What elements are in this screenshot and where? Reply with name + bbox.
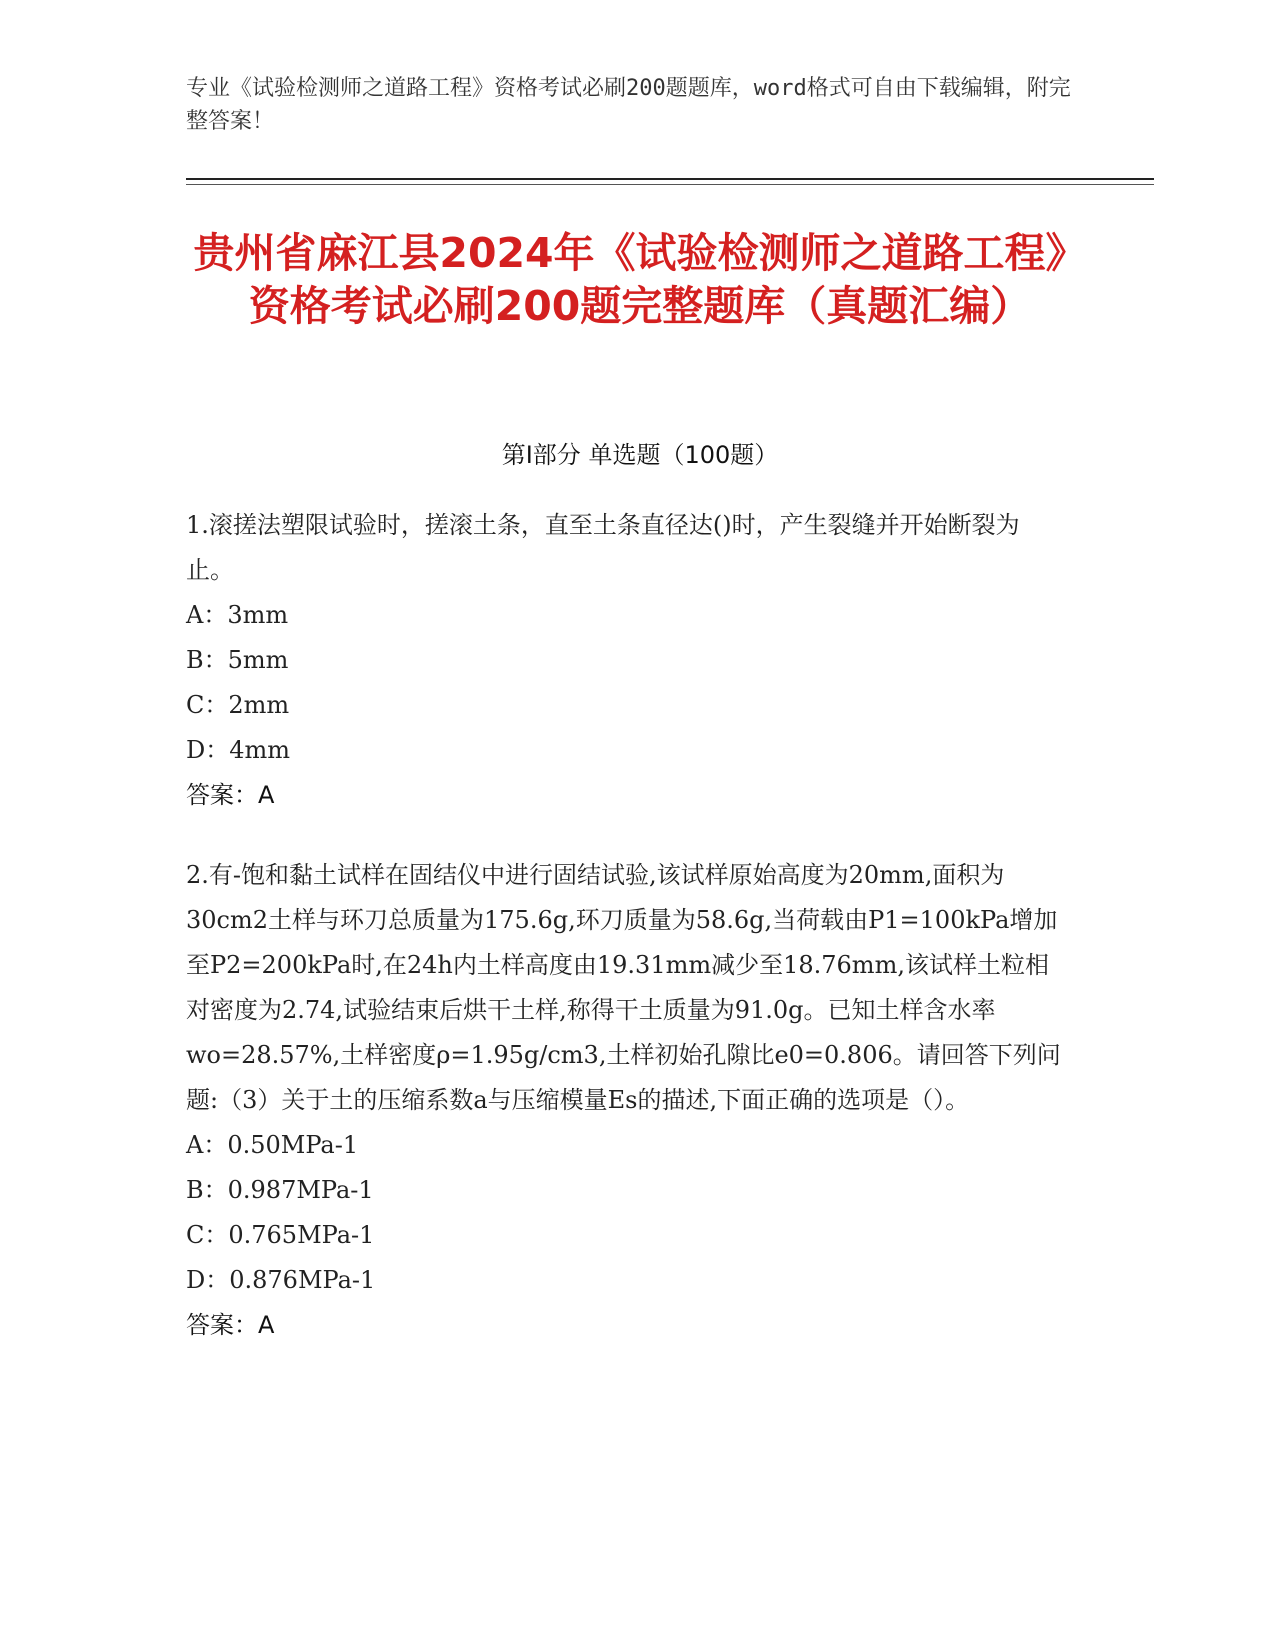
question-stem: 1.滚搓法塑限试验时，搓滚土条，直至土条直径达()时，产生裂缝并开始断裂为止。 [186,511,1020,584]
option-d: D：0.876MPa-1 [186,1266,376,1294]
option-b: B：5mm [186,646,289,674]
option-c: C：0.765MPa-1 [186,1221,375,1249]
question-stem: 2.有-饱和黏土试样在固结仪中进行固结试验,该试样原始高度为20mm,面积为30cm2土样与环刀总质量为175.6g,环刀质量为58.6g,当荷载由P1=100kPa增加至P2=200kPa时,在24h内土样高度由19.31mm减少至18.76mm,该试样土粒相对密度为2.74,试验结束后烘干土样,称得干土质量为91.0g。已知土样含水率wo=28.57%,土样密度ρ=1.95g/cm3,土样初始孔隙比e0=0.806。请回答下列问题:（3）关于土的压缩系数a与压缩模量Es的描述,下面正确的选项是（）。 [186,861,1061,1114]
question-1 [186,503,1066,818]
answer: 答案：A [186,1311,275,1339]
section-title: 第Ⅰ部分 单选题（100题） [501,441,779,469]
option-a: A：3mm [186,601,289,629]
header-divider-thin [186,184,1154,185]
header-note: 专业《试验检测师之道路工程》资格考试必刷200题题库，word格式可自由下载编辑，附完整答案！ [186,76,1071,134]
header-divider-thick [186,178,1154,180]
document-title: 贵州省麻江县2024年《试验检测师之道路工程》资格考试必刷200题完整题库（真题汇编） [193,229,1087,330]
option-b: B：0.987MPa-1 [186,1176,374,1204]
option-d: D：4mm [186,736,291,764]
answer: 答案：A [186,781,275,809]
option-a: A：0.50MPa-1 [186,1131,359,1159]
option-c: C：2mm [186,691,290,719]
question-2 [186,853,1066,1348]
